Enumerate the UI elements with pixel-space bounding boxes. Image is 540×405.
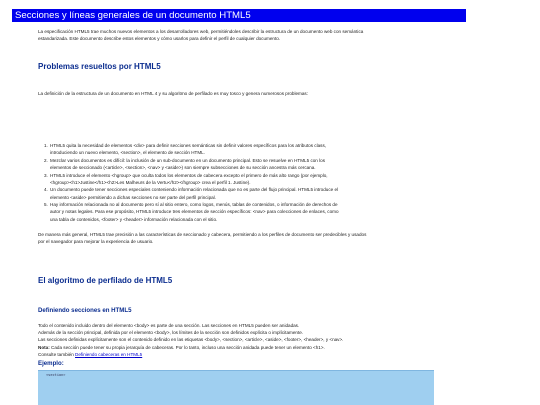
list-item — [44, 172, 456, 186]
intro-line: estandarizada. Este documento describe estos elementos y cómo usarlos para definir el perfil de cualquier documento. — [38, 36, 281, 42]
conclusion-line: por el navegador para mejorar la experiencia de usuario. — [38, 239, 154, 245]
list-item-line: elementos de seccionado (<article>, <section>, <nav> y <aside>) son siempre subsecciones de su sección ancestra más cercana. — [50, 165, 316, 170]
list-item-line: HTML5 introduce el elemento <hgroup> que oculta todos los elementos de cabecera excepto el primero de más alto rango (por ejemplo, — [50, 172, 328, 178]
problems-list — [44, 142, 456, 223]
list-item — [44, 157, 456, 171]
list-item — [44, 201, 456, 223]
conclusion-line: De manera más general, HTML5 trae precisión a las características de seccionado y cabecera, permitiendo a los perfiles de documento ser predecibles y usados — [38, 232, 367, 237]
see-also-prefix: Consulte también — [38, 351, 76, 357]
list-item-line: Un documento puede tener secciones especiales conteniendo información relacionada que no es parte del flujo principal. HTML5 introduce el — [50, 187, 339, 193]
algorithm-paragraph — [38, 322, 478, 358]
list-item-line: autor y notas legales. Para ese propósito, HTML5 introduce tres elementos de sección específicos: <nav> para colecciones de enlaces, como — [50, 209, 339, 215]
list-item — [44, 186, 456, 200]
code-example — [38, 370, 434, 405]
list-item-line: <hgroup><h1>Justine</h1><h2>Les Malheurs de la Vertu</h2></hgroup> crea el perfil 1. Justine). — [50, 179, 251, 185]
algorithm-line: Las secciones definidas explícitamente son el contenido definido en las etiquetas <body>, <section>, <article>, <aside>, <footer>, <header>, y <nav>. — [38, 337, 344, 343]
algorithm-line: Todo el contenido incluido dentro del elemento <body> es parte de una sección. Las secciones en HTML5 pueden ser anidadas. — [38, 323, 300, 328]
list-item-line: una tabla de contenidos, <footer> y <header> información relacionada con el sitio. — [50, 216, 218, 222]
list-item-line: Mezclar varios documentos es difícil: la inclusión de un sub-documento en un documento principal. Esto se resuelve en HTML5 con los — [50, 157, 326, 163]
see-also-line — [38, 351, 478, 358]
list-number: 5. — [44, 202, 48, 208]
page-title: Secciones y líneas generales de un documento HTML5 — [12, 9, 466, 22]
algorithm-heading: El algoritmo de perfilado de HTML5 — [38, 276, 173, 285]
intro-line: La especificación HTML5 trae muchos nuevos elementos a los desarrolladores web, permitiéndoles describir la estructura de un documento web con semántica — [38, 29, 364, 34]
list-number: 4. — [44, 187, 48, 193]
note-line — [38, 344, 478, 351]
intro-paragraph — [38, 28, 478, 42]
list-number: 1. — [44, 143, 48, 148]
list-item-line: elemento <aside> permitiendo a dichas secciones no ser parte del perfil principal. — [50, 194, 216, 200]
list-item-line: HTML5 quita la necesidad de elementos <div> para definir secciones semánticas sin definir valores específicos para los atributos class, — [50, 143, 327, 148]
example-heading: Ejemplo: — [38, 360, 64, 367]
problems-conclusion — [38, 231, 478, 245]
defining-sections-heading: Definiendo secciones en HTML5 — [38, 307, 132, 314]
list-item — [44, 142, 456, 156]
problems-intro: La definición de la estructura de un documento en HTML 4 y su algoritmo de perfilado es muy tosco y genera numerosos problemas: — [38, 91, 308, 96]
list-number: 3. — [44, 172, 48, 178]
list-number: 2. — [44, 157, 48, 163]
list-item-line: introduciendo un nuevo elemento, <section>, el elemento de sección HTML. — [50, 150, 206, 156]
note-text: Cada sección puede tener su propia jerarquía de cabeceras. Por lo tanto, incluso una sección anidada puede tener un elemento <h1>. — [49, 344, 325, 350]
note-label: Nota: — [38, 344, 50, 350]
headings-link[interactable]: Definiendo cabeceras en HTML5 — [75, 351, 143, 357]
problems-heading: Problemas resueltos por HTML5 — [38, 62, 161, 71]
list-item-line: Hay información relacionada no al documento pero sí al sitio entero, como logos, menús, tablas de contenidos, o información de derechos de — [50, 202, 338, 208]
code-line: <section> — [46, 373, 66, 377]
algorithm-line: Además de la sección principal, definida por el elemento <body>, los límites de la sección son definidos explícita o implícitamente. — [38, 330, 304, 336]
